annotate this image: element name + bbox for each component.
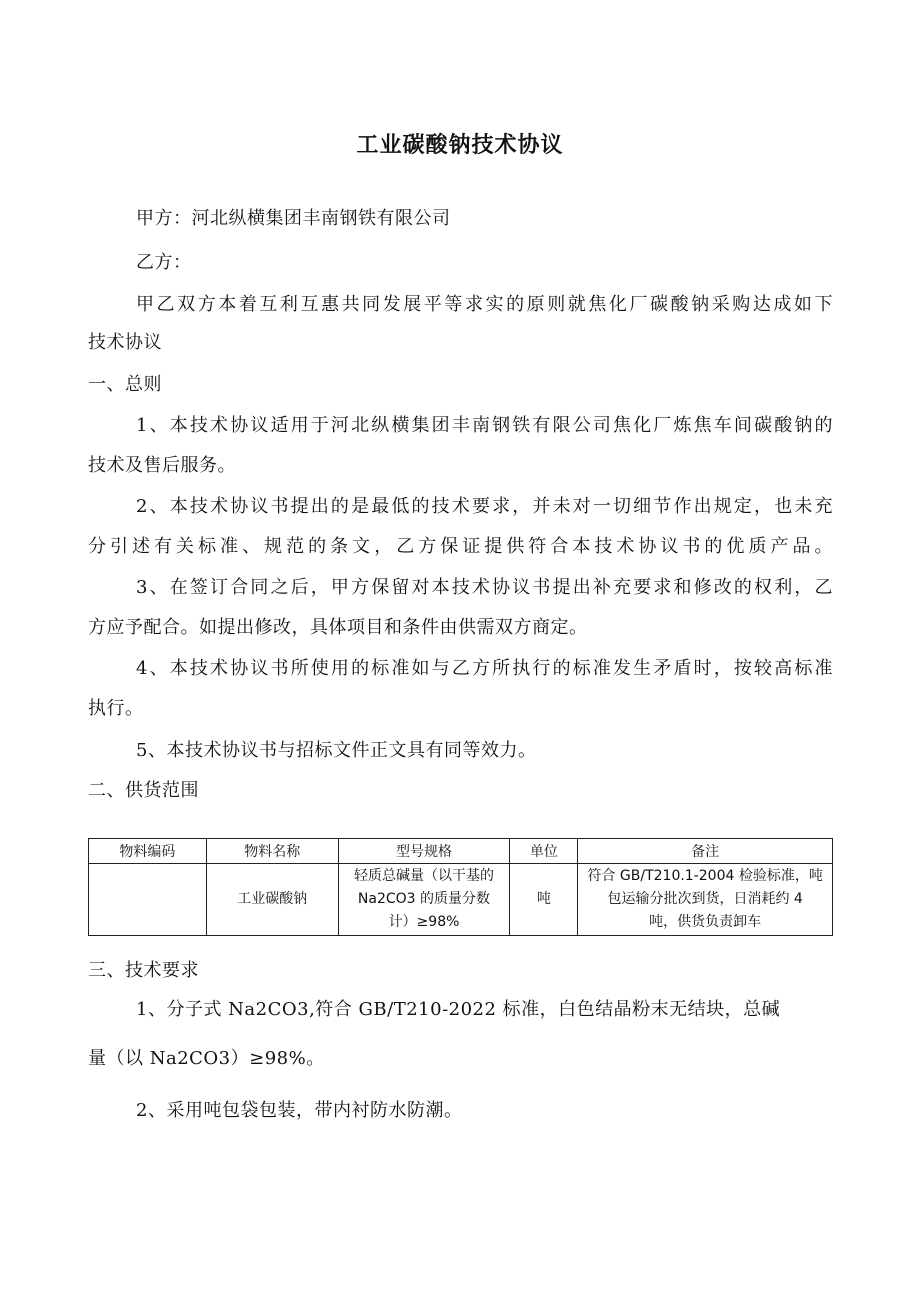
party-b: 乙方：: [136, 252, 192, 273]
intro-line-1: 甲乙双方本着互利互惠共同发展平等求实的原则就焦化厂碳酸钠采购达成如下: [136, 294, 833, 315]
cell-material-code: [89, 864, 207, 936]
table-row: [89, 864, 833, 936]
header-material-code: 物料编码: [89, 839, 207, 864]
header-remark: 备注: [578, 839, 833, 864]
remark-line-2: 包运输分批次到货，日消耗约 4: [607, 891, 803, 907]
section-3-item-1-line-2: 量（以 Na2CO3）≥98%。: [88, 1048, 325, 1069]
section-3-item-1-line-1: 1、分子式 Na2CO3,符合 GB/T210-2022 标准，白色结晶粉末无结块，总碱: [136, 999, 781, 1020]
intro-line-2: 技术协议: [88, 332, 162, 353]
section-1-item-3-line-1: 3、在签订合同之后，甲方保留对本技术协议书提出补充要求和修改的权利，乙: [136, 577, 833, 598]
cell-material-name: 工业碳酸钠: [206, 864, 338, 936]
section-1-item-1-line-1: 1、本技术协议适用于河北纵横集团丰南钢铁有限公司焦化厂炼焦车间碳酸钠的: [136, 415, 833, 436]
section-1-item-3-line-2: 方应予配合。如提出修改，具体项目和条件由供需双方商定。: [88, 617, 588, 638]
remark-line-3: 吨，供货负责卸车: [649, 914, 762, 930]
section-1-item-4-line-2: 执行。: [88, 698, 144, 719]
section-1-item-1-line-2: 技术及售后服务。: [88, 455, 236, 476]
section-1-item-4-line-1: 4、本技术协议书所使用的标准如与乙方所执行的标准发生矛盾时，按较高标准: [136, 658, 833, 679]
supply-table: [88, 838, 833, 936]
spec-line-2: Na2CO3 的质量分数: [357, 891, 491, 907]
section-1-item-2-line-1: 2、本技术协议书提出的是最低的技术要求，并未对一切细节作出规定，也未充: [136, 496, 833, 517]
header-spec: 型号规格: [338, 839, 510, 864]
remark-line-1: 符合 GB/T210.1-2004 检验标准，吨: [587, 868, 823, 884]
section-2-heading: 二、供货范围: [88, 780, 199, 801]
cell-spec: [338, 864, 510, 936]
header-unit: 单位: [510, 839, 578, 864]
cell-unit: 吨: [510, 864, 578, 936]
section-3-item-2: 2、采用吨包袋包装，带内衬防水防潮。: [136, 1100, 463, 1121]
spec-line-1: 轻质总碱量（以干基的: [353, 868, 494, 884]
page-title: 工业碳酸钠技术协议: [356, 133, 564, 158]
cell-remark: [578, 864, 833, 936]
header-material-name: 物料名称: [206, 839, 338, 864]
section-3-heading: 三、技术要求: [88, 960, 199, 981]
party-a: 甲方：河北纵横集团丰南钢铁有限公司: [136, 208, 451, 229]
table-header-row: [89, 839, 833, 864]
section-1-heading: 一、总则: [88, 374, 162, 395]
section-1-item-2-line-2: 分引述有关标准、规范的条文，乙方保证提供符合本技术协议书的优质产品。: [88, 536, 833, 557]
spec-line-3: 计）≥98%: [388, 914, 460, 930]
section-1-item-5: 5、本技术协议书与招标文件正文具有同等效力。: [136, 740, 537, 761]
